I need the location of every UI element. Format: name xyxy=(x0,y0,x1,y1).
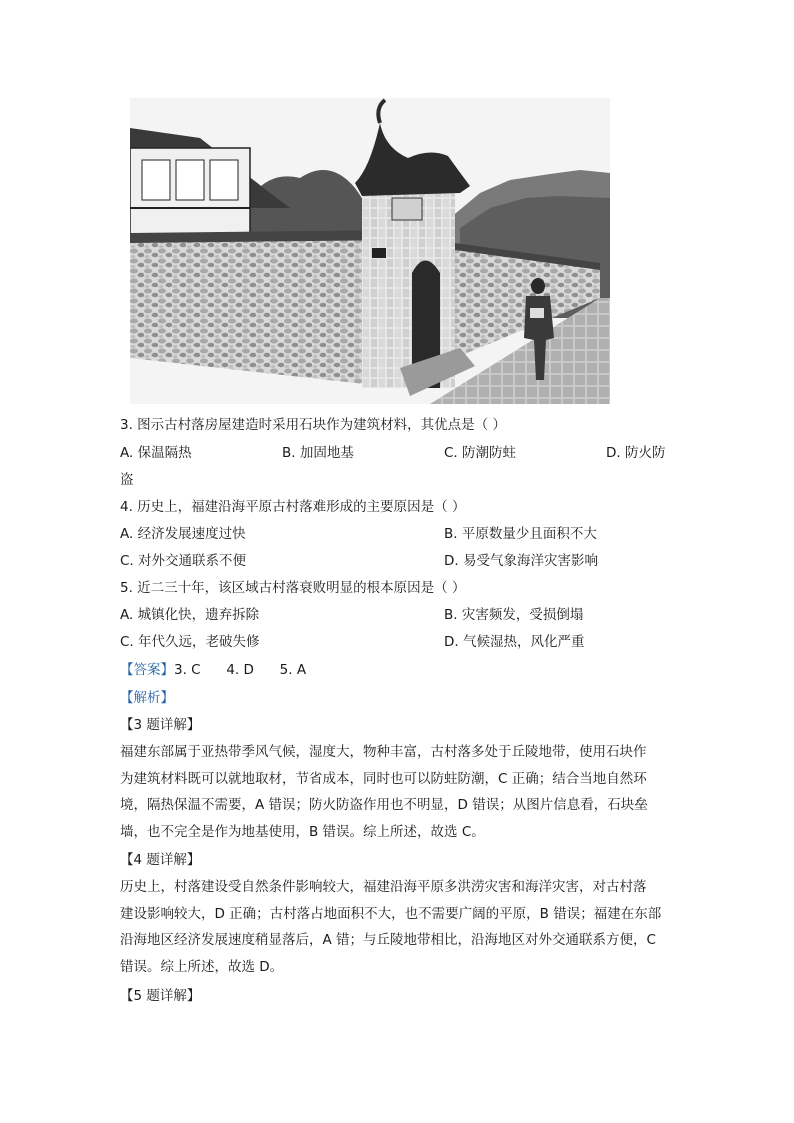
answer-line xyxy=(120,661,306,679)
detail-4-line: 错误。综上所述，故选 D。 xyxy=(120,958,284,975)
answer-text: 3. C 4. D 5. A xyxy=(174,662,307,678)
answer-label: 【答案】 xyxy=(120,662,174,678)
question-4-stem: 4. 历史上，福建沿海平原古村落难形成的主要原因是（ ） xyxy=(120,499,466,515)
question-3-option-d-overflow: 盗 xyxy=(120,472,134,488)
detail-4-body xyxy=(120,874,676,980)
question-5-option-b: B. 灾害频发，受损倒塌 xyxy=(444,607,584,623)
detail-4-line: 沿海地区经济发展速度稍显落后，A 错；与丘陵地带相比，沿海地区对外交通联系方便，C xyxy=(120,932,656,949)
detail-4-heading: 【4 题详解】 xyxy=(120,852,201,868)
question-4-option-c: C. 对外交通联系不便 xyxy=(120,553,247,569)
detail-5-heading: 【5 题详解】 xyxy=(120,988,201,1004)
question-4-option-b: B. 平原数量少且面积不大 xyxy=(444,526,597,542)
detail-3-line: 境，隔热保温不需要，A 错误；防火防盗作用也不明显，D 错误；从图片信息看，石块垒 xyxy=(120,797,648,814)
question-4-option-d: D. 易受气象海洋灾害影响 xyxy=(444,553,598,569)
question-4-option-a: A. 经济发展速度过快 xyxy=(120,526,246,542)
detail-3-line: 为建筑材料既可以就地取材，节省成本，同时也可以防蛀防潮，C 正确；结合当地自然环 xyxy=(120,770,647,787)
question-3-option-b: B. 加固地基 xyxy=(282,445,354,461)
question-5-stem: 5. 近二三十年，该区域古村落衰败明显的根本原因是（ ） xyxy=(120,580,466,596)
detail-4-line: 历史上，村落建设受自然条件影响较大，福建沿海平原多洪涝灾害和海洋灾害，对古村落 xyxy=(120,879,647,895)
question-5-option-c: C. 年代久远，老破失修 xyxy=(120,634,260,650)
detail-3-line: 墙，也不完全是作为地基使用，B 错误。综上所述，故选 C。 xyxy=(120,823,485,840)
detail-3-heading: 【3 题详解】 xyxy=(120,717,201,733)
village-wall-photo xyxy=(130,98,610,404)
question-5-option-d: D. 气候湿热，风化严重 xyxy=(444,634,585,650)
question-3-option-a: A. 保温隔热 xyxy=(120,445,192,461)
detail-3-body xyxy=(120,739,676,845)
question-3-option-d: D. 防火防 xyxy=(606,445,666,461)
detail-3-line: 福建东部属于亚热带季风气候，湿度大，物种丰富，古村落多处于丘陵地带，使用石块作 xyxy=(120,744,647,760)
question-3-stem: 3. 图示古村落房屋建造时采用石块作为建筑材料，其优点是（ ） xyxy=(120,417,506,433)
question-5-option-a: A. 城镇化快，遗弃拆除 xyxy=(120,607,260,623)
question-3-option-c: C. 防潮防蛀 xyxy=(444,445,517,461)
analysis-label: 【解析】 xyxy=(120,690,174,706)
detail-4-line: 建设影响较大，D 正确；古村落占地面积不大，也不需要广阔的平原，B 错误；福建在东部 xyxy=(120,905,662,922)
